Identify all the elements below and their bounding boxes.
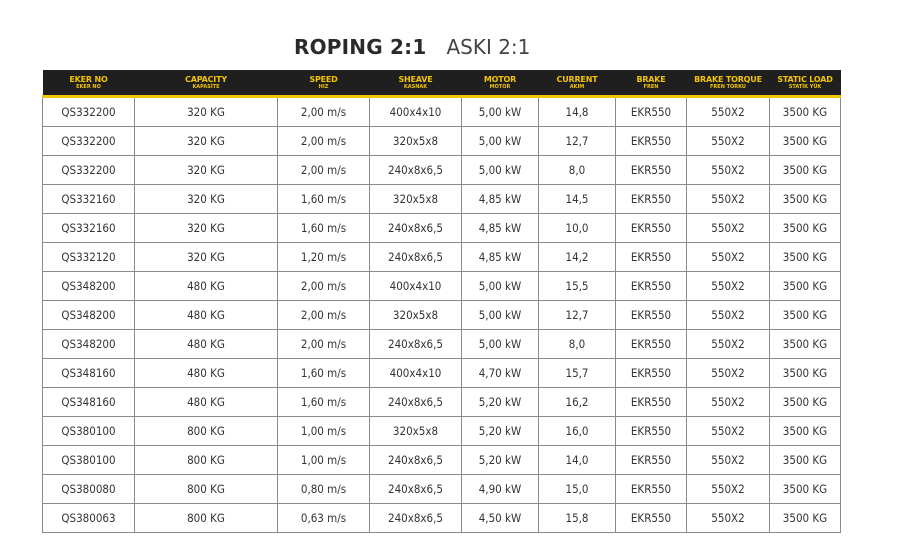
table-cell-capacity: 800 KG [135, 417, 278, 446]
table-cell-capacity: 800 KG [135, 504, 278, 533]
table-cell-sheave: 240x8x6,5 [370, 388, 462, 417]
title-main: ROPING 2:1 [294, 35, 427, 59]
table-cell-eker-no: QS380100 [43, 446, 135, 475]
table-cell-current: 14,5 [539, 185, 616, 214]
column-header-sublabel: FREN TORKU [710, 83, 746, 90]
table-cell-motor: 5,00 kW [462, 330, 539, 359]
column-header-sheave [370, 70, 462, 97]
table-cell-capacity: 320 KG [135, 97, 278, 127]
table-cell-capacity: 480 KG [135, 272, 278, 301]
table-cell-sheave: 400x4x10 [370, 272, 462, 301]
table-row [43, 97, 841, 127]
table-cell-brake-torque: 550X2 [687, 185, 770, 214]
column-header-label: BRAKE TORQUE [694, 74, 762, 84]
column-header-sublabel: HIZ [318, 83, 329, 90]
column-header-label: MOTOR [483, 74, 517, 84]
table-cell-eker-no: QS332200 [43, 97, 135, 127]
table-cell-eker-no: QS348160 [43, 388, 135, 417]
table-cell-sheave: 400x4x10 [370, 359, 462, 388]
table-cell-current: 8,0 [539, 330, 616, 359]
table-cell-brake: EKR550 [616, 214, 687, 243]
column-header-sublabel: AKIM [569, 83, 585, 90]
table-cell-motor: 4,90 kW [462, 475, 539, 504]
table-header-row [43, 70, 841, 97]
table-row [43, 243, 841, 272]
table-cell-eker-no: QS348200 [43, 301, 135, 330]
table-cell-brake: EKR550 [616, 330, 687, 359]
table-cell-motor: 5,00 kW [462, 301, 539, 330]
table-cell-capacity: 320 KG [135, 185, 278, 214]
column-header-label: CURRENT [556, 74, 598, 84]
column-header-label: SHEAVE [398, 74, 433, 84]
table-cell-speed: 1,20 m/s [278, 243, 370, 272]
table-cell-motor: 5,20 kW [462, 388, 539, 417]
table-cell-eker-no: QS380100 [43, 417, 135, 446]
table-cell-sheave: 240x8x6,5 [370, 446, 462, 475]
table-cell-motor: 5,20 kW [462, 446, 539, 475]
table-row [43, 301, 841, 330]
column-header-static-load [770, 70, 841, 97]
column-header-eker-no [43, 70, 135, 97]
table-cell-static-load: 3500 KG [770, 330, 841, 359]
table-cell-speed: 2,00 m/s [278, 272, 370, 301]
table-row [43, 417, 841, 446]
table-cell-current: 12,7 [539, 301, 616, 330]
table-cell-brake-torque: 550X2 [687, 214, 770, 243]
table-cell-current: 14,2 [539, 243, 616, 272]
table-cell-capacity: 480 KG [135, 301, 278, 330]
table-cell-current: 16,0 [539, 417, 616, 446]
table-cell-brake-torque: 550X2 [687, 127, 770, 156]
table-cell-speed: 2,00 m/s [278, 156, 370, 185]
table-cell-speed: 0,63 m/s [278, 504, 370, 533]
table-cell-current: 15,0 [539, 475, 616, 504]
column-header-label: EKER NO [69, 74, 108, 84]
table-body [43, 97, 841, 533]
table-cell-capacity: 320 KG [135, 243, 278, 272]
column-header-sublabel: EKER NO [76, 83, 101, 90]
table-row [43, 185, 841, 214]
table-cell-current: 8,0 [539, 156, 616, 185]
title-sub: ASKI 2:1 [446, 35, 531, 59]
table-cell-static-load: 3500 KG [770, 97, 841, 127]
table-cell-static-load: 3500 KG [770, 156, 841, 185]
table-cell-brake: EKR550 [616, 446, 687, 475]
table-cell-current: 15,8 [539, 504, 616, 533]
column-header-motor [462, 70, 539, 97]
spec-table [42, 70, 841, 533]
table-cell-eker-no: QS348200 [43, 330, 135, 359]
table-cell-speed: 1,60 m/s [278, 185, 370, 214]
table-cell-current: 14,0 [539, 446, 616, 475]
column-header-label: SPEED [309, 74, 338, 84]
table-cell-static-load: 3500 KG [770, 272, 841, 301]
table-row [43, 504, 841, 533]
table-cell-speed: 2,00 m/s [278, 97, 370, 127]
table-cell-current: 16,2 [539, 388, 616, 417]
table-cell-brake-torque: 550X2 [687, 359, 770, 388]
table-cell-motor: 5,00 kW [462, 156, 539, 185]
table-cell-sheave: 320x5x8 [370, 185, 462, 214]
table-cell-eker-no: QS332200 [43, 156, 135, 185]
table-cell-current: 12,7 [539, 127, 616, 156]
table-cell-static-load: 3500 KG [770, 504, 841, 533]
column-header-speed [278, 70, 370, 97]
table-cell-motor: 5,00 kW [462, 272, 539, 301]
table-cell-brake: EKR550 [616, 359, 687, 388]
table-cell-brake: EKR550 [616, 97, 687, 127]
table-cell-static-load: 3500 KG [770, 446, 841, 475]
table-cell-sheave: 320x5x8 [370, 417, 462, 446]
table-cell-brake-torque: 550X2 [687, 97, 770, 127]
page-title [294, 32, 530, 62]
column-header-brake [616, 70, 687, 97]
table-row [43, 359, 841, 388]
table-cell-brake-torque: 550X2 [687, 446, 770, 475]
table-cell-speed: 2,00 m/s [278, 127, 370, 156]
table-cell-brake-torque: 550X2 [687, 156, 770, 185]
table-row [43, 475, 841, 504]
table-cell-eker-no: QS332160 [43, 214, 135, 243]
table-cell-sheave: 240x8x6,5 [370, 243, 462, 272]
column-header-label: BRAKE [636, 74, 666, 84]
table-cell-capacity: 800 KG [135, 475, 278, 504]
table-cell-speed: 1,00 m/s [278, 446, 370, 475]
table-row [43, 272, 841, 301]
table-cell-current: 14,8 [539, 97, 616, 127]
table-row [43, 214, 841, 243]
table-cell-static-load: 3500 KG [770, 475, 841, 504]
table-cell-capacity: 320 KG [135, 214, 278, 243]
table-cell-brake-torque: 550X2 [687, 301, 770, 330]
table-cell-eker-no: QS380080 [43, 475, 135, 504]
table-row [43, 388, 841, 417]
table-cell-static-load: 3500 KG [770, 243, 841, 272]
table-cell-motor: 4,85 kW [462, 243, 539, 272]
table-cell-speed: 1,60 m/s [278, 359, 370, 388]
table-cell-brake-torque: 550X2 [687, 330, 770, 359]
table-cell-static-load: 3500 KG [770, 417, 841, 446]
table-cell-brake: EKR550 [616, 475, 687, 504]
table-cell-static-load: 3500 KG [770, 127, 841, 156]
table-row [43, 330, 841, 359]
table-cell-sheave: 320x5x8 [370, 127, 462, 156]
table-cell-brake: EKR550 [616, 127, 687, 156]
table-cell-capacity: 320 KG [135, 127, 278, 156]
table-cell-speed: 2,00 m/s [278, 330, 370, 359]
table-cell-eker-no: QS348160 [43, 359, 135, 388]
table-cell-capacity: 480 KG [135, 330, 278, 359]
table-cell-speed: 2,00 m/s [278, 301, 370, 330]
table-cell-speed: 1,60 m/s [278, 214, 370, 243]
table-cell-static-load: 3500 KG [770, 301, 841, 330]
table-cell-eker-no: QS348200 [43, 272, 135, 301]
table-cell-motor: 5,00 kW [462, 97, 539, 127]
table-cell-brake: EKR550 [616, 243, 687, 272]
table-cell-brake-torque: 550X2 [687, 272, 770, 301]
table-cell-brake-torque: 550X2 [687, 417, 770, 446]
column-header-sublabel: KAPASİTE [192, 83, 220, 90]
table-cell-speed: 1,00 m/s [278, 417, 370, 446]
table-cell-brake-torque: 550X2 [687, 504, 770, 533]
table-cell-brake: EKR550 [616, 301, 687, 330]
table-cell-capacity: 480 KG [135, 388, 278, 417]
column-header-sublabel: STATİK YÜK [788, 83, 822, 90]
table-cell-brake: EKR550 [616, 272, 687, 301]
column-header-sublabel: MOTOR [489, 83, 511, 90]
column-header-sublabel: KASNAK [403, 83, 428, 90]
table-cell-static-load: 3500 KG [770, 185, 841, 214]
table-cell-motor: 4,50 kW [462, 504, 539, 533]
table-cell-motor: 5,20 kW [462, 417, 539, 446]
table-cell-sheave: 240x8x6,5 [370, 214, 462, 243]
table-cell-brake-torque: 550X2 [687, 388, 770, 417]
table-cell-brake: EKR550 [616, 388, 687, 417]
table-cell-brake-torque: 550X2 [687, 243, 770, 272]
table-cell-current: 15,5 [539, 272, 616, 301]
column-header-current [539, 70, 616, 97]
column-header-label: CAPACITY [185, 74, 227, 84]
table-row [43, 446, 841, 475]
table-cell-motor: 4,70 kW [462, 359, 539, 388]
column-header-capacity [135, 70, 278, 97]
table-cell-sheave: 240x8x6,5 [370, 156, 462, 185]
table-cell-static-load: 3500 KG [770, 388, 841, 417]
table-cell-brake-torque: 550X2 [687, 475, 770, 504]
table-cell-capacity: 480 KG [135, 359, 278, 388]
table-row [43, 127, 841, 156]
table-cell-sheave: 240x8x6,5 [370, 475, 462, 504]
table-cell-motor: 4,85 kW [462, 214, 539, 243]
table-cell-eker-no: QS380063 [43, 504, 135, 533]
table-cell-motor: 5,00 kW [462, 127, 539, 156]
table-cell-static-load: 3500 KG [770, 214, 841, 243]
column-header-brake-torque [687, 70, 770, 97]
table-row [43, 156, 841, 185]
table-cell-capacity: 800 KG [135, 446, 278, 475]
table-cell-brake: EKR550 [616, 504, 687, 533]
table-cell-sheave: 320x5x8 [370, 301, 462, 330]
table-cell-brake: EKR550 [616, 156, 687, 185]
table-cell-eker-no: QS332200 [43, 127, 135, 156]
table-cell-sheave: 240x8x6,5 [370, 330, 462, 359]
column-header-label: STATIC LOAD [777, 74, 833, 84]
table-cell-sheave: 400x4x10 [370, 97, 462, 127]
table-cell-static-load: 3500 KG [770, 359, 841, 388]
table-cell-eker-no: QS332160 [43, 185, 135, 214]
table-cell-eker-no: QS332120 [43, 243, 135, 272]
table-cell-speed: 0,80 m/s [278, 475, 370, 504]
table-cell-sheave: 240x8x6,5 [370, 504, 462, 533]
table-cell-current: 10,0 [539, 214, 616, 243]
table-cell-brake: EKR550 [616, 417, 687, 446]
table-cell-current: 15,7 [539, 359, 616, 388]
column-header-sublabel: FREN [643, 83, 659, 90]
table-cell-motor: 4,85 kW [462, 185, 539, 214]
table-cell-brake: EKR550 [616, 185, 687, 214]
table-cell-speed: 1,60 m/s [278, 388, 370, 417]
table-cell-capacity: 320 KG [135, 156, 278, 185]
